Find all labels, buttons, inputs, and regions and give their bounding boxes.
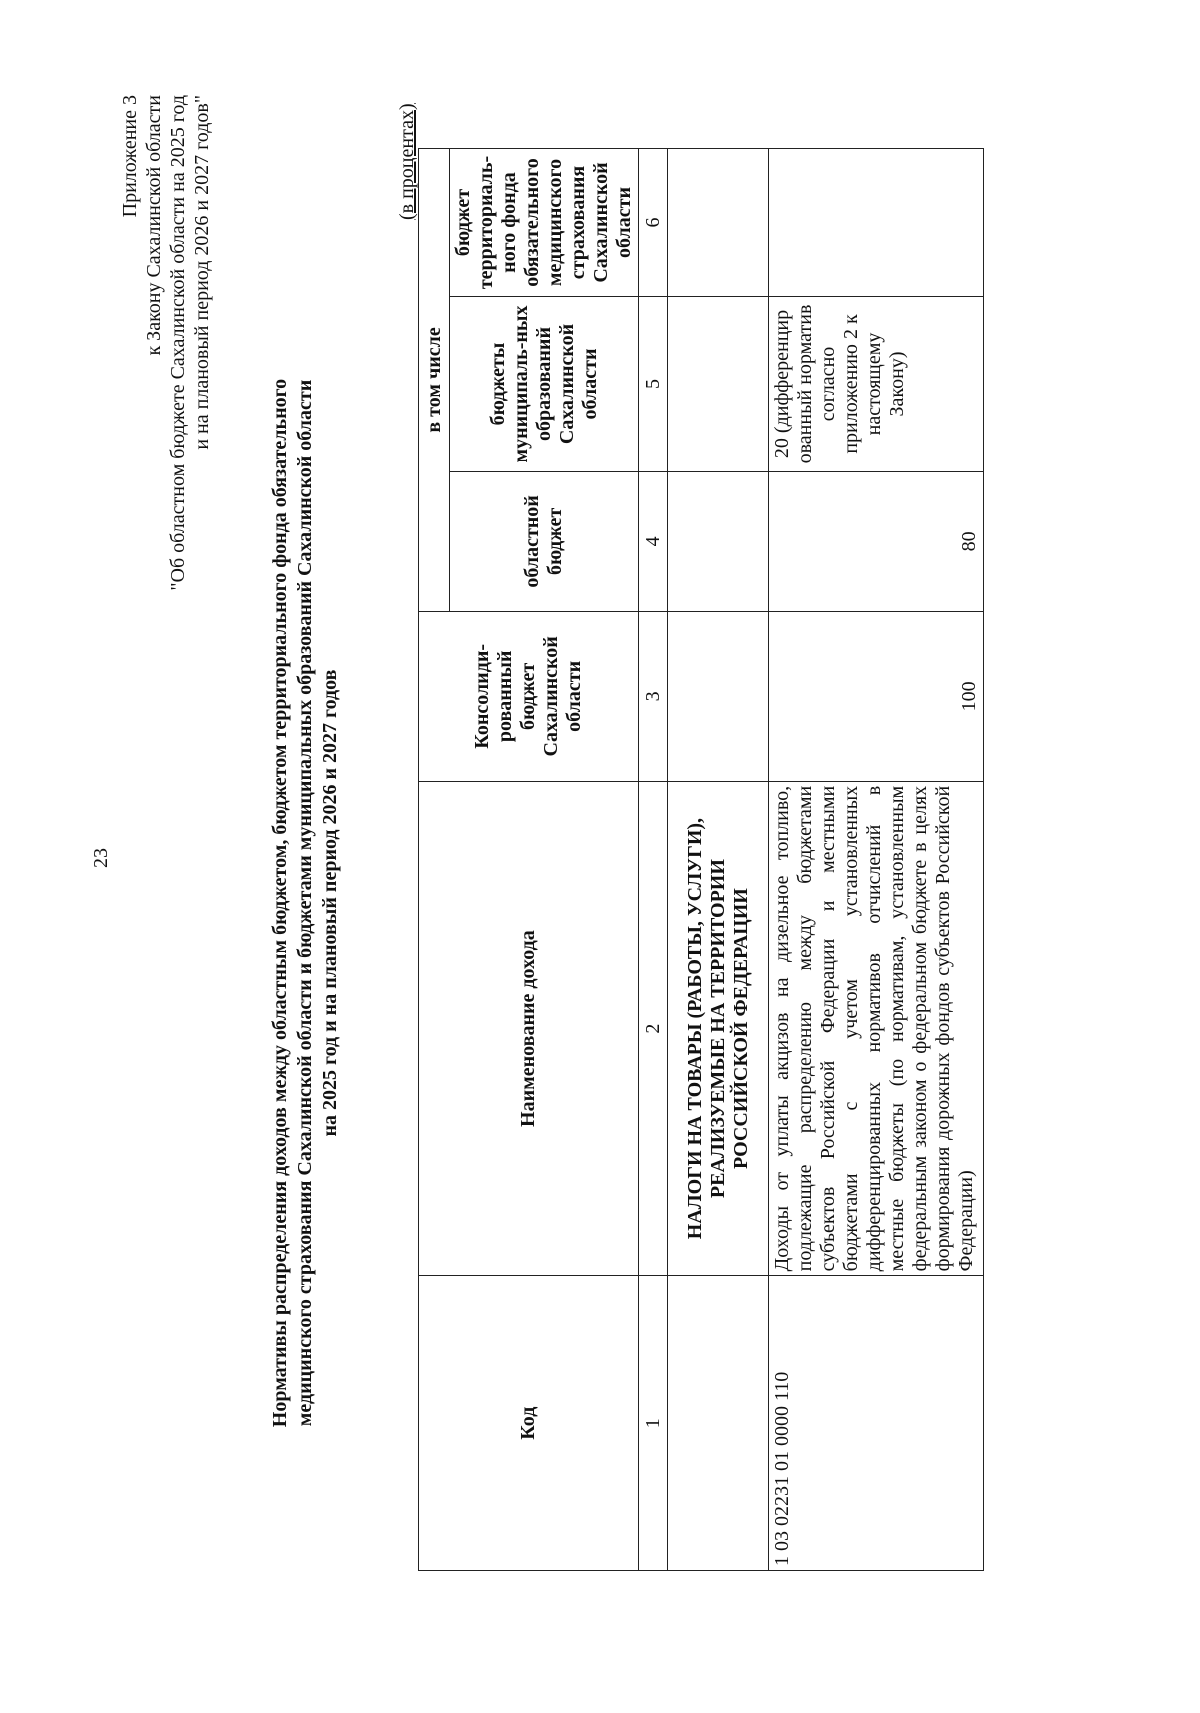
appendix-line: и на плановый период 2026 и 2027 годов" bbox=[191, 95, 213, 450]
column-number: 6 bbox=[639, 149, 668, 297]
header-regional: областной бюджет bbox=[450, 471, 639, 611]
section-row bbox=[668, 149, 769, 1571]
document-title bbox=[268, 243, 343, 1563]
header-code: Код bbox=[419, 1276, 639, 1571]
row-regional: 80 bbox=[769, 471, 984, 611]
column-number: 4 bbox=[639, 471, 668, 611]
column-number-row bbox=[639, 149, 668, 1571]
appendix-line: Приложение 3 bbox=[119, 95, 141, 218]
table-header-row bbox=[419, 149, 450, 1571]
section-title: НАЛОГИ НА ТОВАРЫ (РАБОТЫ, УСЛУГИ), РЕАЛИЗУЕМЫЕ НА ТЕРРИТОРИИ РОССИЙСКОЙ ФЕДЕРАЦИИ bbox=[668, 781, 769, 1276]
distribution-table bbox=[418, 148, 984, 1571]
header-including: в том числе bbox=[419, 149, 450, 612]
header-name: Наименование дохода bbox=[419, 781, 639, 1276]
appendix-line: к Закону Сахалинской области bbox=[143, 95, 165, 356]
row-fund bbox=[769, 149, 984, 297]
header-consolidated: Консолиди-рованный бюджет Сахалинской области bbox=[419, 611, 639, 781]
table-row bbox=[769, 149, 984, 1571]
header-fund: бюджет территориаль-ного фонда обязательного медицинского страхования Сахалинской области bbox=[450, 149, 639, 297]
title-line: Нормативы распределения доходов между областным бюджетом, бюджетом территориального фонда обязательного bbox=[269, 378, 291, 1428]
column-number: 2 bbox=[639, 781, 668, 1276]
unit-note: (в процентах) bbox=[396, 103, 418, 220]
row-municipal: 20 (дифференцир ованный норматив согласно приложению 2 к настоящему Закону) bbox=[769, 297, 984, 472]
title-line: на 2025 год и на плановый период 2026 и 2027 годов bbox=[319, 669, 341, 1137]
row-code: 1 03 02231 01 0000 110 bbox=[769, 1276, 984, 1571]
title-line: медицинского страхования Сахалинской области и бюджетами муниципальных образований Сахалинской области bbox=[294, 379, 316, 1427]
column-number: 5 bbox=[639, 297, 668, 472]
row-name: Доходы от уплаты акцизов на дизельное топливо, подлежащие распределению между бюджетами субъектов Российской Федерации и местными бюджетами с учетом установленных дифференцированных нормативов отчислений в местные бюджеты (по нормативам, установленным федеральным законом о федеральном бюджете в целях формирования дорожных фондов субъектов Российской Федерации) bbox=[769, 781, 984, 1276]
row-consolidated: 100 bbox=[769, 611, 984, 781]
appendix-header bbox=[118, 95, 214, 795]
appendix-line: "Об областном бюджете Сахалинской области на 2025 год bbox=[167, 95, 189, 591]
column-number: 3 bbox=[639, 611, 668, 781]
page-number: 23 bbox=[90, 848, 112, 868]
header-municipal: бюджеты муниципаль-ных образований Сахалинской области bbox=[450, 297, 639, 472]
column-number: 1 bbox=[639, 1276, 668, 1571]
